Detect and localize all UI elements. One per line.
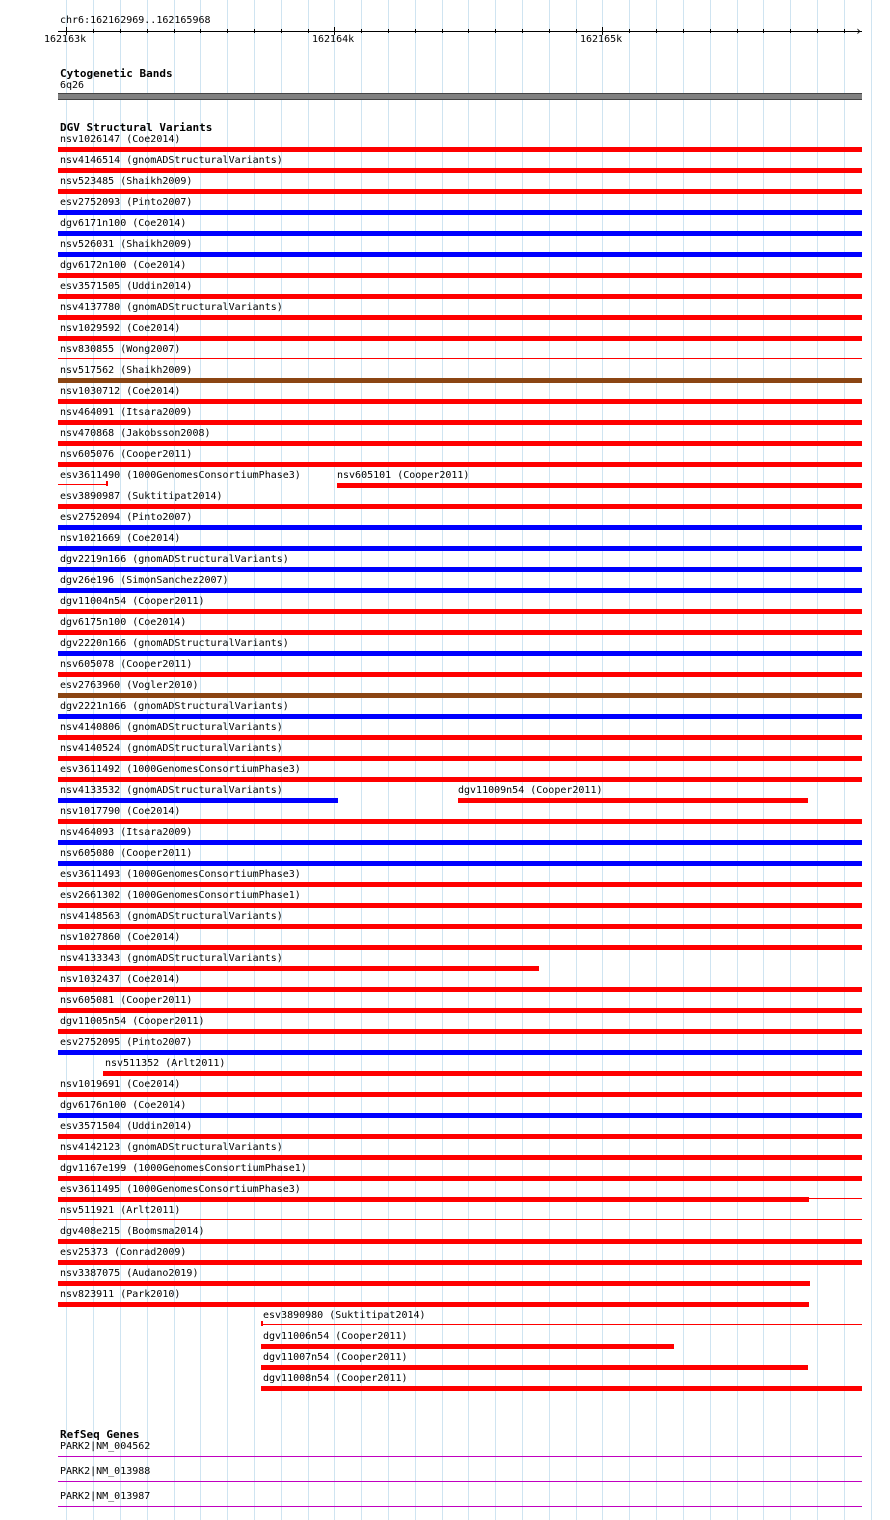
variant-feature[interactable] bbox=[58, 903, 862, 908]
variant-feature[interactable] bbox=[58, 735, 862, 740]
variant-label[interactable]: nsv1027860 (Coe2014) bbox=[60, 932, 181, 943]
ruler-tick bbox=[495, 29, 496, 33]
ruler-tick bbox=[710, 29, 711, 33]
variant-feature[interactable] bbox=[58, 336, 862, 341]
ruler-tick bbox=[174, 29, 175, 33]
variant-label[interactable]: dgv2220n166 (gnomADStructuralVariants) bbox=[60, 638, 289, 649]
ruler-label: 162163k bbox=[44, 34, 87, 45]
variant-label[interactable]: esv3890987 (Suktitipat2014) bbox=[60, 491, 223, 502]
variant-endcap bbox=[106, 481, 108, 486]
variant-label[interactable]: dgv11008n54 (Cooper2011) bbox=[263, 1373, 408, 1384]
ruler-tick bbox=[442, 29, 443, 33]
variant-label[interactable]: nsv511921 (Arlt2011) bbox=[60, 1205, 181, 1216]
variant-feature[interactable] bbox=[58, 168, 862, 173]
variant-label[interactable]: nsv4140806 (gnomADStructuralVariants) bbox=[60, 722, 283, 733]
variant-label[interactable]: dgv2219n166 (gnomADStructuralVariants) bbox=[60, 554, 289, 565]
variant-feature[interactable] bbox=[58, 714, 862, 719]
variant-feature[interactable] bbox=[58, 651, 862, 656]
variant-feature[interactable] bbox=[58, 1260, 862, 1265]
variant-feature[interactable] bbox=[261, 1386, 862, 1391]
variant-feature[interactable] bbox=[58, 945, 862, 950]
variant-feature[interactable] bbox=[58, 462, 862, 467]
variant-label[interactable]: dgv11004n54 (Cooper2011) bbox=[60, 596, 205, 607]
variant-label[interactable]: nsv823911 (Park2010) bbox=[60, 1289, 181, 1300]
variant-label[interactable]: nsv605078 (Cooper2011) bbox=[60, 659, 193, 670]
variant-feature[interactable] bbox=[58, 420, 862, 425]
variant-feature[interactable] bbox=[58, 1176, 862, 1181]
variant-label[interactable]: esv2752095 (Pinto2007) bbox=[60, 1037, 193, 1048]
variant-label[interactable]: dgv11009n54 (Cooper2011) bbox=[458, 785, 603, 796]
gene-label[interactable]: PARK2|NM_013988 bbox=[60, 1466, 151, 1477]
ruler-label: 162164k bbox=[312, 34, 355, 45]
variant-feature[interactable] bbox=[261, 1365, 808, 1370]
variant-feature[interactable] bbox=[58, 1113, 862, 1118]
variant-feature[interactable] bbox=[58, 1008, 862, 1013]
variant-label[interactable]: nsv517562 (Shaikh2009) bbox=[60, 365, 193, 376]
variant-feature[interactable] bbox=[58, 1092, 862, 1097]
variant-feature[interactable] bbox=[58, 987, 862, 992]
variant-label[interactable]: esv3611495 (1000GenomesConsortiumPhase3) bbox=[60, 1184, 301, 1195]
ruler-tick bbox=[576, 29, 577, 33]
variant-feature[interactable] bbox=[58, 630, 862, 635]
variant-label[interactable]: nsv1019691 (Coe2014) bbox=[60, 1079, 181, 1090]
cytoband-label: 6q26 bbox=[60, 80, 85, 91]
variant-label[interactable]: dgv11006n54 (Cooper2011) bbox=[263, 1331, 408, 1342]
variant-label[interactable]: nsv4146514 (gnomADStructuralVariants) bbox=[60, 155, 283, 166]
ruler-tick bbox=[790, 29, 791, 33]
variant-feature[interactable] bbox=[58, 273, 862, 278]
variant-label[interactable]: nsv464091 (Itsara2009) bbox=[60, 407, 193, 418]
variant-label[interactable]: nsv4137780 (gnomADStructuralVariants) bbox=[60, 302, 283, 313]
variant-feature[interactable] bbox=[58, 1134, 862, 1139]
ruler-tick bbox=[549, 29, 550, 33]
variant-feature[interactable] bbox=[58, 546, 862, 551]
variant-feature[interactable] bbox=[58, 399, 862, 404]
variant-feature[interactable] bbox=[58, 693, 862, 698]
ruler-tick bbox=[683, 29, 684, 33]
cytoband-bar-border bbox=[58, 99, 862, 100]
variant-feature[interactable] bbox=[261, 1324, 862, 1325]
variant-feature[interactable] bbox=[58, 798, 338, 803]
variant-feature[interactable] bbox=[58, 588, 862, 593]
ruler-tick bbox=[254, 29, 255, 33]
variant-feature[interactable] bbox=[58, 819, 862, 824]
variant-label[interactable]: esv3611493 (1000GenomesConsortiumPhase3) bbox=[60, 869, 301, 880]
variant-label[interactable]: nsv4142123 (gnomADStructuralVariants) bbox=[60, 1142, 283, 1153]
ruler-tick bbox=[281, 29, 282, 33]
variant-label[interactable]: nsv1021669 (Coe2014) bbox=[60, 533, 181, 544]
variant-feature[interactable] bbox=[58, 1219, 862, 1220]
variant-label[interactable]: nsv464093 (Itsara2009) bbox=[60, 827, 193, 838]
variant-feature[interactable] bbox=[58, 189, 862, 194]
ruler-tick bbox=[763, 29, 764, 33]
variant-feature[interactable] bbox=[58, 777, 862, 782]
variant-label[interactable]: nsv605080 (Cooper2011) bbox=[60, 848, 193, 859]
variant-label[interactable]: dgv6171n100 (Coe2014) bbox=[60, 218, 187, 229]
variant-feature[interactable] bbox=[58, 504, 862, 509]
variant-feature[interactable] bbox=[58, 378, 862, 383]
variant-label[interactable]: dgv11005n54 (Cooper2011) bbox=[60, 1016, 205, 1027]
variant-feature[interactable] bbox=[103, 1071, 862, 1076]
variant-feature[interactable] bbox=[458, 798, 808, 803]
variant-label[interactable]: esv3571505 (Uddin2014) bbox=[60, 281, 193, 292]
ruler-tick bbox=[737, 29, 738, 33]
variant-label[interactable]: nsv1029592 (Coe2014) bbox=[60, 323, 181, 334]
variant-label[interactable]: nsv1032437 (Coe2014) bbox=[60, 974, 181, 985]
variant-label[interactable]: dgv1167e199 (1000GenomesConsortiumPhase1) bbox=[60, 1163, 307, 1174]
gene-intron-line[interactable] bbox=[58, 1481, 862, 1482]
coordinate-ruler[interactable] bbox=[0, 0, 890, 50]
variant-label[interactable]: nsv470868 (Jakobsson2008) bbox=[60, 428, 211, 439]
variant-label[interactable]: nsv605081 (Cooper2011) bbox=[60, 995, 193, 1006]
track-title-dgv: DGV Structural Variants bbox=[60, 121, 213, 134]
variant-feature[interactable] bbox=[58, 882, 862, 887]
variant-label[interactable]: nsv511352 (Arlt2011) bbox=[105, 1058, 226, 1069]
variant-feature[interactable] bbox=[58, 294, 862, 299]
variant-feature[interactable] bbox=[58, 1050, 862, 1055]
variant-label[interactable]: esv25373 (Conrad2009) bbox=[60, 1247, 187, 1258]
variant-feature[interactable] bbox=[58, 441, 862, 446]
variant-feature[interactable] bbox=[58, 609, 862, 614]
ruler-tick bbox=[817, 29, 818, 33]
variant-feature[interactable] bbox=[58, 1302, 809, 1307]
ruler-tick bbox=[227, 29, 228, 33]
variant-label[interactable]: nsv1017790 (Coe2014) bbox=[60, 806, 181, 817]
variant-feature[interactable] bbox=[58, 756, 862, 761]
variant-feature-tail bbox=[809, 1198, 862, 1199]
variant-feature[interactable] bbox=[58, 315, 862, 320]
variant-label[interactable]: nsv605101 (Cooper2011) bbox=[337, 470, 470, 481]
variant-label[interactable]: esv2752094 (Pinto2007) bbox=[60, 512, 193, 523]
variant-label[interactable]: dgv6175n100 (Coe2014) bbox=[60, 617, 187, 628]
variant-feature[interactable] bbox=[58, 1155, 862, 1160]
ruler-tick bbox=[308, 29, 309, 33]
variant-label[interactable]: esv3611492 (1000GenomesConsortiumPhase3) bbox=[60, 764, 301, 775]
variant-label[interactable]: nsv1030712 (Coe2014) bbox=[60, 386, 181, 397]
variant-feature[interactable] bbox=[58, 525, 862, 530]
variant-label[interactable]: nsv4140524 (gnomADStructuralVariants) bbox=[60, 743, 283, 754]
variant-feature[interactable] bbox=[261, 1344, 674, 1349]
variant-label[interactable]: nsv605076 (Cooper2011) bbox=[60, 449, 193, 460]
variant-label[interactable]: esv2752093 (Pinto2007) bbox=[60, 197, 193, 208]
variant-label[interactable]: dgv2221n166 (gnomADStructuralVariants) bbox=[60, 701, 289, 712]
variant-feature[interactable] bbox=[58, 1281, 810, 1286]
variant-feature[interactable] bbox=[58, 358, 862, 359]
gene-label[interactable]: PARK2|NM_013987 bbox=[60, 1491, 151, 1502]
variant-label[interactable]: nsv4133343 (gnomADStructuralVariants) bbox=[60, 953, 283, 964]
variant-label[interactable]: dgv6176n100 (Coe2014) bbox=[60, 1100, 187, 1111]
gene-intron-line[interactable] bbox=[58, 1506, 862, 1507]
variant-label[interactable]: dgv408e215 (Boomsma2014) bbox=[60, 1226, 205, 1237]
track-title-refseq: RefSeq Genes bbox=[60, 1428, 140, 1441]
variant-feature[interactable] bbox=[58, 210, 862, 215]
ruler-tick bbox=[415, 29, 416, 33]
variant-label[interactable]: nsv3387075 (Audano2019) bbox=[60, 1268, 199, 1279]
variant-label[interactable]: dgv6172n100 (Coe2014) bbox=[60, 260, 187, 271]
variant-feature[interactable] bbox=[58, 1029, 862, 1034]
ruler-tick bbox=[656, 29, 657, 33]
ruler-label: 162165k bbox=[580, 34, 623, 45]
ruler-tick bbox=[93, 29, 94, 33]
location-label: chr6:162162969..162165968 bbox=[60, 15, 211, 26]
ruler-tick bbox=[629, 29, 630, 33]
ruler-arrow-icon: › bbox=[855, 24, 863, 38]
track-title-cytoband: Cytogenetic Bands bbox=[60, 67, 173, 80]
variant-feature[interactable] bbox=[58, 672, 862, 677]
variant-feature[interactable] bbox=[58, 567, 862, 572]
variant-label[interactable]: nsv4148563 (gnomADStructuralVariants) bbox=[60, 911, 283, 922]
variant-feature[interactable] bbox=[58, 1197, 809, 1202]
ruler-tick bbox=[200, 29, 201, 33]
gene-intron-line[interactable] bbox=[58, 1456, 862, 1457]
variant-feature[interactable] bbox=[337, 483, 862, 488]
variant-feature[interactable] bbox=[58, 924, 862, 929]
ruler-tick bbox=[361, 29, 362, 33]
variant-feature[interactable] bbox=[58, 966, 539, 971]
ruler-tick bbox=[147, 29, 148, 33]
ruler-tick bbox=[468, 29, 469, 33]
variant-feature[interactable] bbox=[58, 147, 862, 152]
variant-endcap bbox=[261, 1321, 263, 1326]
variant-label[interactable]: nsv526031 (Shaikh2009) bbox=[60, 239, 193, 250]
variant-label[interactable]: dgv11007n54 (Cooper2011) bbox=[263, 1352, 408, 1363]
variant-feature[interactable] bbox=[58, 484, 107, 485]
variant-label[interactable]: esv3571504 (Uddin2014) bbox=[60, 1121, 193, 1132]
variant-feature[interactable] bbox=[58, 1239, 862, 1244]
ruler-tick bbox=[522, 29, 523, 33]
ruler-baseline bbox=[58, 31, 862, 32]
variant-feature[interactable] bbox=[58, 231, 862, 236]
variant-label[interactable]: nsv4133532 (gnomADStructuralVariants) bbox=[60, 785, 283, 796]
variant-label[interactable]: nsv830855 (Wong2007) bbox=[60, 344, 181, 355]
variant-label[interactable]: nsv523485 (Shaikh2009) bbox=[60, 176, 193, 187]
variant-label[interactable]: dgv26e196 (SimonSanchez2007) bbox=[60, 575, 229, 586]
ruler-tick bbox=[388, 29, 389, 33]
cytoband-bar-border bbox=[58, 93, 862, 94]
variant-label[interactable]: nsv1026147 (Coe2014) bbox=[60, 134, 181, 145]
gene-label[interactable]: PARK2|NM_004562 bbox=[60, 1441, 151, 1452]
variant-feature[interactable] bbox=[58, 861, 862, 866]
ruler-tick bbox=[120, 29, 121, 33]
variant-label[interactable]: esv3890980 (Suktitipat2014) bbox=[263, 1310, 426, 1321]
variant-label[interactable]: esv2661302 (1000GenomesConsortiumPhase1) bbox=[60, 890, 301, 901]
variant-label[interactable]: esv2763960 (Vogler2010) bbox=[60, 680, 199, 691]
variant-feature[interactable] bbox=[58, 840, 862, 845]
variant-feature[interactable] bbox=[58, 252, 862, 257]
variant-label[interactable]: esv3611490 (1000GenomesConsortiumPhase3) bbox=[60, 470, 301, 481]
ruler-tick bbox=[844, 29, 845, 33]
